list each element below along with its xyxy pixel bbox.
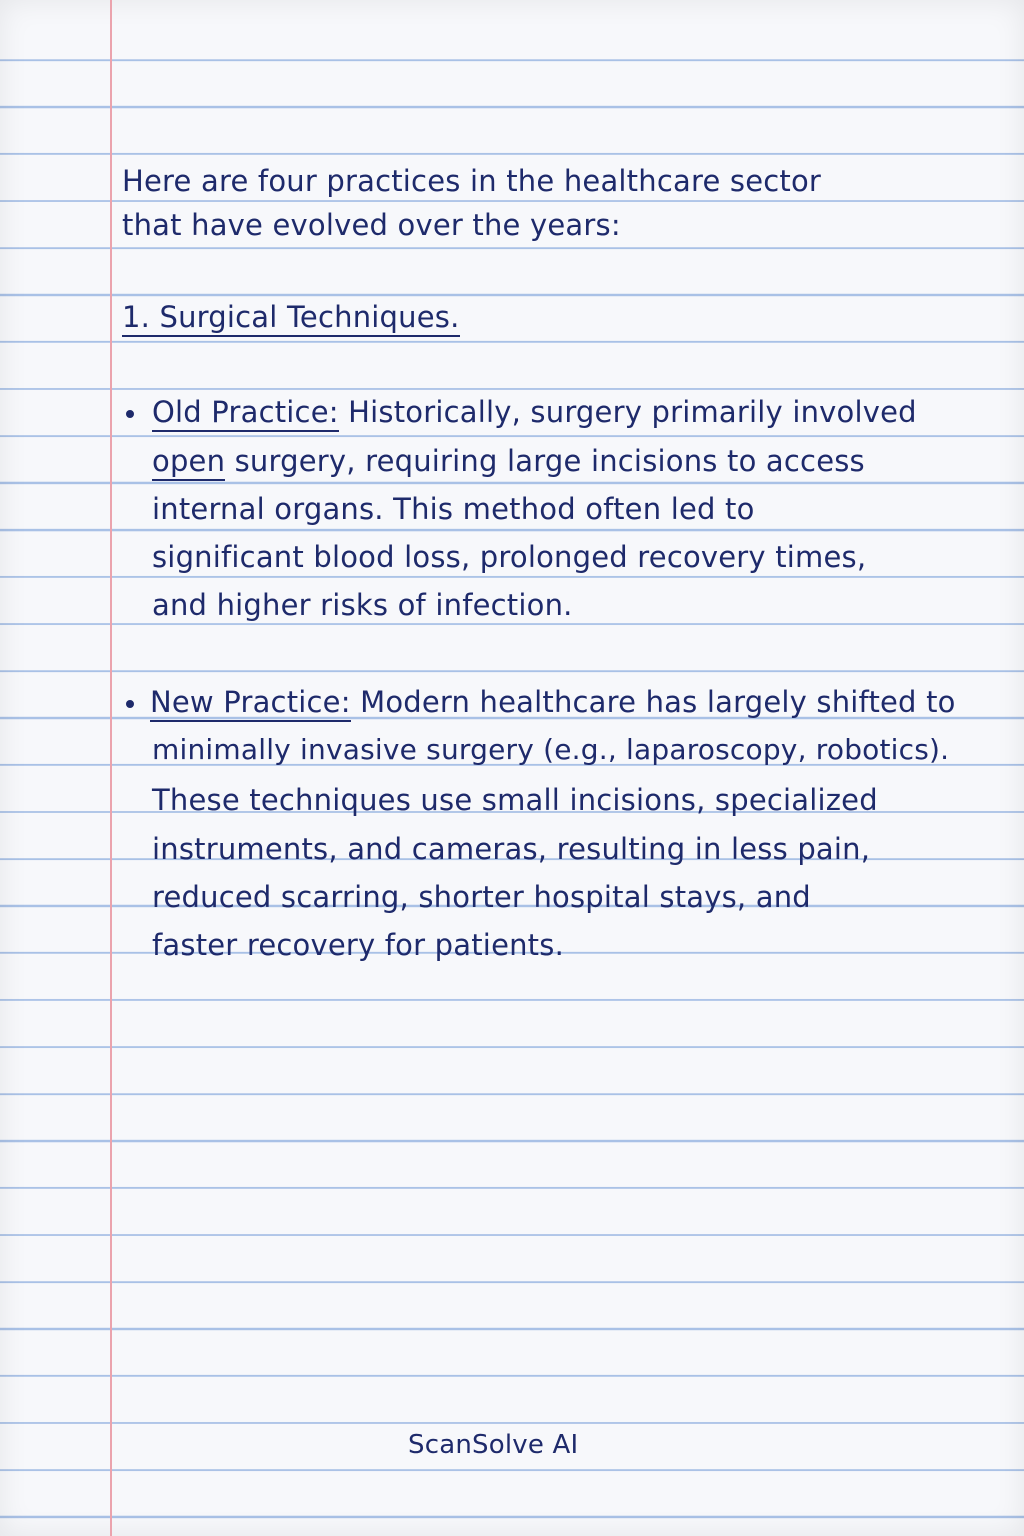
old-practice-label: Old Practice: <box>152 395 339 432</box>
section-heading-text: 1. Surgical Techniques. <box>122 300 460 337</box>
old-practice-line-1 <box>152 395 917 429</box>
intro-line-2: that have evolved over the years: <box>122 208 621 242</box>
section-heading <box>122 300 460 334</box>
new-practice-line-2: minimally invasive surgery (e.g., laparoscopy, robotics). <box>152 733 950 766</box>
old-practice-line-3: internal organs. This method often led to <box>152 492 755 526</box>
new-practice-line-4: instruments, and cameras, resulting in less pain, <box>152 832 871 866</box>
old-practice-line-4: significant blood loss, prolonged recovery times, <box>152 540 867 574</box>
new-practice-line-1 <box>150 685 956 719</box>
old-practice-open-word: open <box>152 444 225 481</box>
margin-line <box>110 0 112 1536</box>
new-practice-line-5: reduced scarring, shorter hospital stays, and <box>152 880 811 914</box>
new-practice-label: New Practice: <box>150 685 351 722</box>
old-practice-line-2-text: surgery, requiring large incisions to access <box>234 444 865 478</box>
new-practice-line-3: These techniques use small incisions, specialized <box>152 783 878 817</box>
footer-brand: ScanSolve AI <box>408 1430 579 1460</box>
old-practice-line-2 <box>152 444 865 478</box>
bullet-new-practice <box>126 700 134 708</box>
new-practice-line-1-text: Modern healthcare has largely shifted to <box>360 685 956 719</box>
bullet-old-practice <box>126 410 134 418</box>
new-practice-line-6: faster recovery for patients. <box>152 928 564 962</box>
old-practice-line-5: and higher risks of infection. <box>152 588 573 622</box>
intro-line-1: Here are four practices in the healthcare sector <box>122 164 822 198</box>
old-practice-line-1-text: Historically, surgery primarily involved <box>348 395 917 429</box>
